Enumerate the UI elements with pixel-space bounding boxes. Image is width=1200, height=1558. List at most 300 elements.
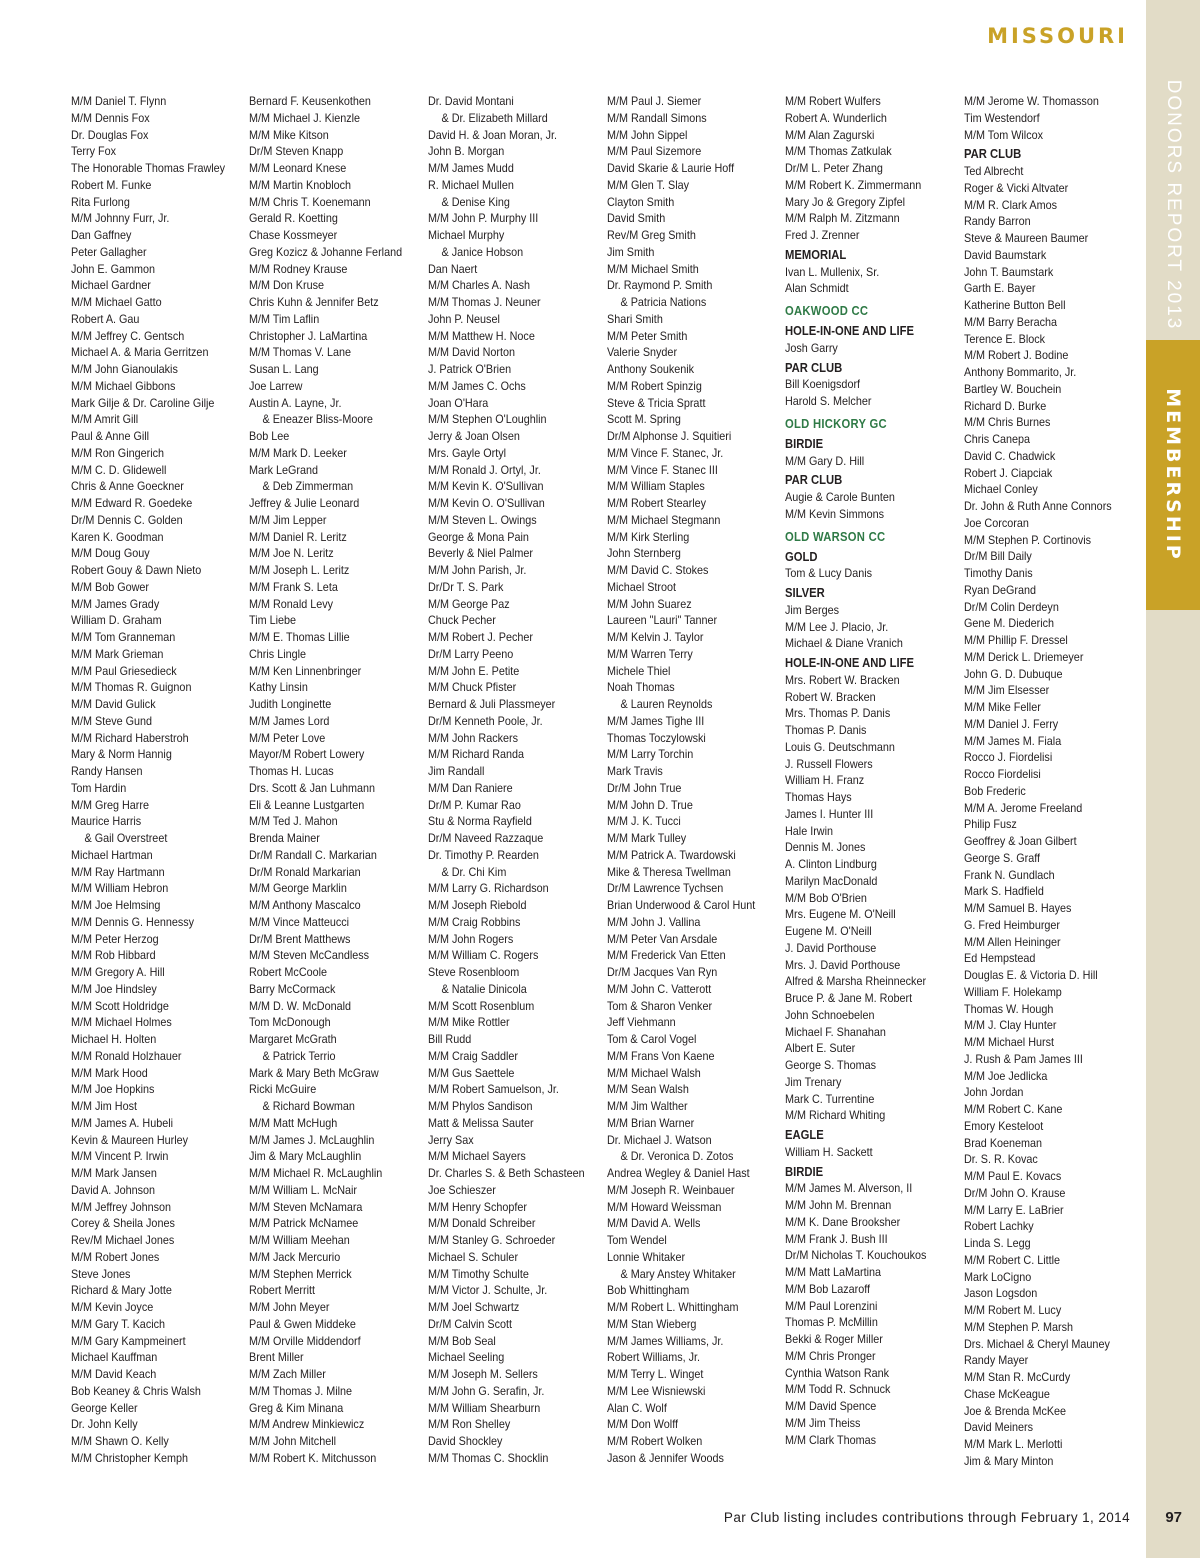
donor-column-1 [71, 93, 249, 1467]
donor-name: Christopher J. LaMartina [249, 328, 368, 343]
donor-name: M/M Scott Holdridge [71, 998, 169, 1013]
page-number: 97 [1165, 1509, 1182, 1526]
donor-name: M/M Patrick A. Twardowski [607, 847, 736, 862]
donor-name: M/M Charles A. Nash [428, 278, 531, 293]
donor-name: M/M Stan Wieberg [607, 1316, 697, 1331]
donor-name: M/M Robert L. Whittingham [607, 1300, 739, 1314]
donor-name: Jerry & Joan Olsen [428, 429, 520, 443]
donor-name: Mark LoCigno [964, 1269, 1032, 1284]
donor-name: Terence E. Block [964, 331, 1046, 346]
donor-name: William H. Franz [785, 773, 865, 788]
donor-name: M/M Robert Wulfers [785, 94, 881, 108]
donor-name-continued: & Dr. Veronica D. Zotos [620, 1149, 734, 1164]
donor-name: Thomas Hays [785, 790, 852, 804]
donor-name: Drs. Scott & Jan Luhmann [249, 780, 376, 795]
donor-name: M/M Thomas J. Milne [249, 1383, 353, 1398]
donor-name: M/M Ralph M. Zitzmann [785, 211, 900, 226]
donor-name: M/M Thomas R. Guignon [71, 680, 192, 695]
donor-name: M/M George Marklin [249, 881, 347, 896]
donor-name: M/M James M. Fiala [964, 733, 1062, 748]
donor-name: M/M A. Jerome Freeland [964, 800, 1083, 815]
donor-name: M/M John P. Murphy III [428, 211, 539, 226]
sidebar-section-label: MEMBERSHIP [1162, 388, 1184, 562]
donor-name: M/M Mike Kitson [249, 127, 329, 142]
donor-name: M/M Jim Walther [607, 1099, 688, 1113]
donor-name: Dr/M Alphonse J. Squitieri [607, 429, 732, 443]
donor-name: M/M Dennis Fox [71, 110, 150, 125]
donor-name: Philip Fusz [964, 817, 1017, 832]
donor-name: M/M Michael Gatto [71, 295, 162, 309]
donor-name: David A. Johnson [71, 1182, 156, 1197]
donor-name: M/M Robert C. Little [964, 1252, 1061, 1267]
donor-name: Bob Whittingham [607, 1283, 690, 1298]
donor-name: M/M David Spence [785, 1399, 877, 1413]
sidebar-report-panel [1146, 0, 1200, 340]
donor-name: Dr/M Nicholas T. Kouchoukos [785, 1248, 927, 1263]
donor-name: M/M Stephen P. Cortinovis [964, 532, 1092, 547]
donor-name: M/M Robert K. Zimmermann [785, 177, 922, 192]
donor-name: M/M Phillip F. Dressel [964, 633, 1068, 647]
donor-name: George S. Thomas [785, 1058, 877, 1072]
donor-name: M/M Jeffrey Johnson [71, 1199, 172, 1214]
donor-name: Alan C. Wolf [607, 1400, 667, 1415]
donor-name: M/M Kevin Joyce [71, 1300, 154, 1314]
donor-name: J. Russell Flowers [785, 756, 873, 771]
donor-name: M/M James Tighe III [607, 713, 705, 728]
donor-name: M/M James Grady [71, 596, 160, 611]
donor-name: M/M D. W. McDonald [249, 998, 352, 1013]
donor-name: M/M William Meehan [249, 1233, 350, 1247]
donor-name: Dr. John & Ruth Anne Connors [964, 499, 1112, 513]
donor-name: M/M Richard Randa [428, 747, 525, 762]
donor-name: Michael Kauffman [71, 1350, 158, 1365]
donor-name: Brian Underwood & Carol Hunt [607, 898, 756, 912]
level-heading: MEMORIAL [785, 247, 847, 262]
donor-name: M/M J. K. Tucci [607, 814, 681, 829]
donor-name: M/M Bob Gower [71, 579, 150, 594]
donor-name: M/M Terry L. Winget [607, 1367, 704, 1381]
donor-name: Alan Schmidt [785, 281, 849, 296]
donor-name: Michael S. Schuler [428, 1249, 519, 1264]
donor-name: M/M Michael J. Kienzle [249, 110, 361, 125]
donor-name: Greg Kozicz & Johanne Ferland [249, 244, 403, 259]
donor-name: Tom & Lucy Danis [785, 566, 873, 581]
donor-name: Dan Naert [428, 261, 478, 276]
donor-name: M/M John Suarez [607, 596, 692, 611]
donor-name: Dan Gaffney [71, 228, 132, 242]
donor-name: Chris Lingle [249, 646, 307, 661]
donor-name: Linda S. Legg [964, 1236, 1031, 1250]
donor-name: M/M William Hebron [71, 881, 169, 896]
donor-name: M/M Steven McNamara [249, 1199, 363, 1214]
donor-name: M/M Lee Wisniewski [607, 1383, 706, 1398]
donor-name: Brad Koeneman [964, 1135, 1043, 1150]
donor-name: M/M Jim Lepper [249, 512, 327, 527]
donor-name: Robert Gouy & Dawn Nieto [71, 563, 202, 577]
donor-name: M/M Mark D. Leeker [249, 445, 347, 460]
donor-name: Alfred & Marsha Rheinnecker [785, 974, 927, 989]
donor-name: M/M Joel Schwartz [428, 1300, 520, 1314]
donor-column-2 [249, 93, 427, 1467]
donor-name: Marilyn MacDonald [785, 873, 878, 888]
donor-name: Ryan DeGrand [964, 582, 1037, 597]
level-heading: PAR CLUB [785, 473, 843, 488]
donor-name: Robert W. Bracken [785, 689, 876, 704]
donor-name: M/M Robert Stearley [607, 496, 707, 510]
donor-name: Robert McCoole [249, 965, 328, 979]
donor-name: Mrs. Thomas P. Danis [785, 706, 891, 721]
donor-name: M/M Joe N. Leritz [249, 546, 334, 561]
donor-name: Ed Hempstead [964, 951, 1036, 966]
donor-name: M/M David Gulick [71, 697, 156, 711]
donor-name: James I. Hunter III [785, 806, 874, 821]
donor-name: Kathy Linsin [249, 680, 308, 695]
donor-name: Dr/Dr T. S. Park [428, 579, 504, 594]
donor-name: M/M Clark Thomas [785, 1432, 877, 1447]
donor-name: M/M William Staples [607, 479, 705, 494]
donor-name: Michael & Diane Vranich [785, 636, 903, 651]
donor-name-continued: & Eneazer Bliss-Moore [262, 412, 373, 427]
level-heading: HOLE-IN-ONE AND LIFE [785, 656, 914, 670]
donor-name: M/M Randall Simons [607, 110, 707, 125]
donor-name: M/M Howard Weissman [607, 1199, 722, 1214]
donor-name: David C. Chadwick [964, 448, 1056, 463]
donor-name: M/M Stephen Merrick [249, 1266, 352, 1281]
sidebar-band [1146, 0, 1200, 1558]
donor-name: M/M Stanley G. Schroeder [428, 1233, 556, 1247]
donor-name: Corey & Sheila Jones [71, 1216, 175, 1231]
donor-name: Dr/M Steven Knapp [249, 144, 344, 159]
donor-name: Susan L. Lang [249, 362, 319, 376]
donor-name: Steve Jones [71, 1266, 131, 1281]
donor-name: M/M John Meyer [249, 1300, 330, 1314]
donor-name: M/M Ron Gingerich [71, 445, 165, 460]
donor-name-continued: & Dr. Elizabeth Millard [441, 110, 548, 125]
donor-name-continued: & Janice Hobson [441, 244, 524, 259]
donor-name: M/M John Mitchell [249, 1434, 337, 1448]
donor-name: Steve Rosenbloom [428, 965, 520, 979]
donor-name: Terry Fox [71, 144, 117, 159]
donor-name: M/M Derick L. Driemeyer [964, 649, 1084, 664]
donor-name: R. Michael Mullen [428, 177, 514, 192]
donor-name: Albert E. Suter [785, 1041, 856, 1056]
donor-name: M/M Robert Spinzig [607, 378, 702, 393]
donor-name: Michele Thiel [607, 663, 671, 678]
donor-name: Michael Murphy [428, 228, 505, 242]
donor-name: M/M Ronald Holzhauer [71, 1048, 182, 1063]
donor-name: Anthony Soukenik [607, 362, 695, 376]
donor-name: M/M Thomas C. Shocklin [428, 1450, 549, 1465]
donor-name: Joan O'Hara [428, 395, 489, 410]
donor-name-continued: & Deb Zimmerman [262, 479, 354, 494]
donor-name: M/M Henry Schopfer [428, 1199, 528, 1214]
donor-name: J. David Porthouse [785, 940, 877, 955]
donor-name: M/M Chris Burnes [964, 415, 1051, 430]
donor-name: Tim Liebe [249, 613, 297, 628]
donor-name: M/M Frank J. Bush III [785, 1231, 888, 1246]
donor-name: M/M Jim Elsesser [964, 683, 1050, 698]
donor-name: M/M Kelvin J. Taylor [607, 630, 704, 644]
donor-name: Richard & Mary Jotte [71, 1283, 172, 1298]
donor-name: Kevin & Maureen Hurley [71, 1132, 189, 1147]
donor-name: John Sternberg [607, 546, 681, 561]
donor-name: Tom McDonough [249, 1015, 331, 1030]
donor-name: Jerry Sax [428, 1132, 474, 1147]
donor-name: Bekki & Roger Miller [785, 1332, 883, 1346]
donor-name: M/M Mark Tulley [607, 831, 687, 845]
donor-name: M/M Robert Jones [71, 1249, 160, 1264]
donor-name: M/M Vince Matteucci [249, 914, 350, 929]
donor-name: M/M Orville Middendorf [249, 1333, 361, 1348]
donor-name: M/M Peter Herzog [71, 931, 159, 946]
donor-name: Thomas P. Danis [785, 723, 867, 737]
donor-name: M/M Craig Robbins [428, 914, 521, 929]
donor-name: Ted Albrecht [964, 164, 1024, 178]
donor-name: Dr/M Colin Derdeyn [964, 599, 1059, 614]
donor-name: Dr/M Brent Matthews [249, 931, 351, 946]
donor-name: William D. Graham [71, 613, 162, 628]
donor-name: Dr. Charles S. & Beth Schasteen [428, 1166, 585, 1180]
donor-name: M/M Thomas Zatkulak [785, 144, 892, 159]
donor-name: M/M Joe Hopkins [71, 1082, 155, 1097]
donor-name: Joe Schieszer [428, 1182, 496, 1197]
donor-name: M/M Robert C. Kane [964, 1102, 1063, 1116]
donor-name: Dr/M John True [607, 780, 682, 795]
donor-name: Douglas E. & Victoria D. Hill [964, 968, 1098, 982]
donor-name: Robert J. Ciapciak [964, 465, 1053, 480]
donor-name: Stu & Norma Rayfield [428, 814, 532, 829]
donor-name: Harold S. Melcher [785, 394, 872, 408]
donor-name: Jeff Viehmann [607, 1015, 676, 1030]
donor-name: Thomas P. McMillin [785, 1315, 878, 1330]
donor-name: M/M Alan Zagurski [785, 127, 875, 142]
donor-name: M/M Ronald Levy [249, 596, 334, 611]
donor-name: John E. Gammon [71, 261, 156, 276]
donor-name: M/M John Rogers [428, 931, 514, 946]
donor-name: Tim Westendorf [964, 110, 1040, 125]
donor-name: M/M Dennis G. Hennessy [71, 914, 195, 929]
donor-name: Dr/M Randall C. Markarian [249, 847, 377, 862]
donor-name: M/M Paul Sizemore [607, 144, 702, 159]
donor-name: M/M Joseph L. Leritz [249, 563, 350, 577]
donor-name: M/M Todd R. Schnuck [785, 1382, 891, 1397]
donor-name: M/M C. D. Glidewell [71, 462, 167, 477]
footer-note: Par Club listing includes contributions through February 1, 2014 [723, 1510, 1130, 1525]
donor-name: M/M Barry Beracha [964, 314, 1058, 329]
donor-name: M/M Matthew H. Noce [428, 328, 535, 343]
donor-name: M/M James J. McLaughlin [249, 1132, 375, 1147]
page-state-heading: MISSOURI [987, 24, 1128, 48]
donor-name: Michael F. Shanahan [785, 1024, 886, 1039]
donor-name: Michael Hartman [71, 847, 153, 862]
donor-name: Steve & Maureen Baumer [964, 231, 1089, 245]
donor-name: Dr/M Dennis C. Golden [71, 512, 183, 527]
donor-name: M/M John Sippel [607, 127, 688, 142]
donor-name: Tom & Sharon Venker [607, 998, 713, 1013]
donor-name: M/M R. Clark Amos [964, 197, 1058, 212]
donor-name: M/M John M. Brennan [785, 1198, 892, 1212]
donor-name: M/M Chris Pronger [785, 1348, 876, 1363]
donor-name: M/M Paul Griesedieck [71, 663, 177, 678]
donor-name: Chase Kossmeyer [249, 228, 338, 242]
donor-name: Dr/M Lawrence Tychsen [607, 881, 724, 896]
donor-name: Chris Kuhn & Jennifer Betz [249, 295, 379, 309]
donor-name: Dr/M Calvin Scott [428, 1316, 513, 1331]
donor-name: Dr/M L. Peter Zhang [785, 161, 883, 175]
donor-name: Jeffrey & Julie Leonard [249, 496, 360, 510]
donor-name: M/M Robert J. Bodine [964, 348, 1069, 363]
donor-name: M/M Kevin Simmons [785, 506, 885, 521]
donor-name: David Shockley [428, 1434, 503, 1448]
donor-name: Dr. David Montani [428, 94, 514, 108]
donor-name: Bob Keaney & Chris Walsh [71, 1383, 201, 1398]
donor-name: Drs. Michael & Cheryl Mauney [964, 1336, 1110, 1351]
donor-name: Jim & Mary McLaughlin [249, 1149, 362, 1164]
donor-name: Joe & Brenda McKee [964, 1403, 1067, 1418]
donor-name: M/M Allen Heininger [964, 934, 1061, 949]
donor-name: M/M James C. Ochs [428, 378, 526, 393]
donor-name: Tom Hardin [71, 780, 127, 795]
donor-name: Michael Conley [964, 482, 1038, 497]
donor-name: John T. Baumstark [964, 264, 1054, 279]
donor-name: Ivan L. Mullenix, Sr. [785, 264, 880, 279]
donor-name: Bob Frederic [964, 783, 1026, 798]
donor-name: M/M Sean Walsh [607, 1082, 689, 1097]
donor-name: M/M William L. McNair [249, 1182, 357, 1197]
donor-name: Joe Larrew [249, 378, 303, 393]
donor-name: Ricki McGuire [249, 1082, 317, 1097]
donor-name: M/M Kevin O. O'Sullivan [428, 496, 545, 510]
donor-name: Barry McCormack [249, 981, 336, 996]
donor-name: John Jordan [964, 1085, 1024, 1100]
donor-name: M/M Robert Wolken [607, 1434, 703, 1448]
donor-name: M/M Mark Hood [71, 1065, 148, 1080]
donor-name: John B. Morgan [428, 144, 505, 159]
donor-name: Eugene M. O'Neill [785, 924, 872, 938]
donor-name: M/M Thomas V. Lane [249, 345, 352, 360]
donor-name: M/M Ronald J. Ortyl, Jr. [428, 462, 541, 477]
donor-name: M/M Vincent P. Irwin [71, 1149, 169, 1164]
donor-name: M/M Daniel R. Leritz [249, 529, 347, 544]
donor-name: Judith Longinette [249, 697, 332, 711]
donor-name: M/M Mark L. Merlotti [964, 1437, 1063, 1451]
donor-name: M/M Steven L. Owings [428, 512, 537, 527]
donor-name: M/M Steven McCandless [249, 948, 370, 963]
donor-name: M/M Larry G. Richardson [428, 881, 549, 896]
donor-name: M/M Victor J. Schulte, Jr. [428, 1283, 548, 1298]
donor-name: Robert Merritt [249, 1283, 316, 1298]
donor-column-3 [428, 93, 606, 1467]
donor-name: Chris Canepa [964, 432, 1031, 446]
donor-name: Garth E. Bayer [964, 281, 1036, 296]
donor-name: David H. & Joan Moran, Jr. [428, 127, 558, 142]
donor-name: M/M Anthony Mascalco [249, 898, 361, 912]
donor-name: M/M Robert J. Pecher [428, 630, 534, 644]
donor-name: M/M Ken Linnenbringer [249, 663, 362, 678]
donor-name: M/M Peter Love [249, 730, 326, 745]
donor-name: Brenda Mainer [249, 831, 320, 845]
donor-name: Robert Lachky [964, 1219, 1034, 1234]
donor-name: Jason & Jennifer Woods [607, 1450, 724, 1465]
donor-name: Tom Wendel [607, 1233, 667, 1247]
donor-name: Clayton Smith [607, 194, 675, 209]
sidebar-section-tab [1146, 340, 1200, 610]
donor-name: M/M John Parish, Jr. [428, 563, 527, 577]
donor-name: M/M Vince F. Stanec III [607, 462, 718, 477]
donor-name: John Schnoebelen [785, 1007, 875, 1022]
donor-name-continued: & Mary Anstey Whitaker [620, 1266, 736, 1281]
donor-name: M/M Johnny Furr, Jr. [71, 211, 170, 226]
donor-name: M/M Bob Lazaroff [785, 1281, 871, 1296]
donor-name: Fred J. Zrenner [785, 228, 860, 242]
donor-name: M/M Edward R. Goedeke [71, 496, 193, 510]
donor-name: M/M Joseph R. Weinbauer [607, 1182, 735, 1197]
donor-name: M/M Stephen O'Loughlin [428, 412, 547, 427]
donor-name: M/M Gary D. Hill [785, 453, 865, 468]
donor-name: M/M John C. Vatterott [607, 981, 712, 996]
donor-name: M/M Andrew Minkiewicz [249, 1417, 365, 1432]
donor-name: M/M Chris T. Koenemann [249, 194, 371, 209]
donor-name: M/M Dan Raniere [428, 780, 513, 795]
donor-name: Mary Jo & Gregory Zipfel [785, 194, 906, 209]
donor-name: Roger & Vicki Altvater [964, 180, 1069, 195]
donor-name: M/M Larry Torchin [607, 747, 694, 762]
donor-name: M/M Larry E. LaBrier [964, 1202, 1064, 1217]
donor-name: Bruce P. & Jane M. Robert [785, 991, 913, 1005]
donor-name: M/M Shawn O. Kelly [71, 1434, 169, 1448]
club-heading: OLD WARSON CC [785, 529, 886, 544]
donor-name: M/M James Williams, Jr. [607, 1333, 724, 1348]
donor-name: Timothy Danis [964, 566, 1033, 580]
donor-name: M/M Joe Hindsley [71, 981, 157, 996]
donor-name-continued: & Lauren Reynolds [620, 697, 713, 711]
donor-name: M/M Vince F. Stanec, Jr. [607, 445, 724, 460]
donor-name: Brent Miller [249, 1350, 304, 1365]
donor-name: Geoffrey & Joan Gilbert [964, 834, 1077, 848]
donor-name: M/M Scott Rosenblum [428, 998, 535, 1013]
donor-name: Emory Kesteloot [964, 1118, 1044, 1133]
donor-name: Thomas H. Lucas [249, 764, 334, 778]
donor-name: M/M Amrit Gill [71, 412, 139, 427]
donor-name: M/M Don Wolff [607, 1417, 679, 1432]
donor-name: M/M Tim Laflin [249, 311, 320, 326]
donor-name: M/M Ray Hartmann [71, 864, 165, 879]
donor-name: M/M Brian Warner [607, 1115, 695, 1130]
level-heading: HOLE-IN-ONE AND LIFE [785, 324, 914, 338]
donor-name: M/M Zach Miller [249, 1367, 326, 1381]
donor-name: M/M Joseph Riebold [428, 898, 527, 912]
donor-name: David Baumstark [964, 247, 1047, 262]
donor-name: M/M Frederick Van Etten [607, 948, 726, 963]
donor-name: M/M Michael Holmes [71, 1015, 172, 1030]
donor-name: M/M Gary T. Kacich [71, 1316, 166, 1331]
donor-name: Robert A. Wunderlich [785, 110, 887, 125]
donor-name: Dr. John Kelly [71, 1417, 138, 1432]
donor-name: M/M Stan R. McCurdy [964, 1370, 1071, 1384]
donor-name: Austin A. Layne, Jr. [249, 395, 342, 410]
donor-name: Rita Furlong [71, 194, 130, 209]
donor-name: Frank N. Gundlach [964, 867, 1055, 882]
donor-name: John G. D. Dubuque [964, 666, 1063, 681]
donor-name: Matt & Melissa Sauter [428, 1115, 534, 1130]
donor-name: M/M Bob O'Brien [785, 890, 867, 905]
donor-name: Randy Mayer [964, 1353, 1029, 1368]
donor-name: M/M Richard Haberstroh [71, 730, 189, 745]
donor-name: M/M Gary Kampmeinert [71, 1333, 186, 1348]
donor-name: M/M Robert K. Mitchusson [249, 1450, 377, 1465]
donor-name: Dr. Michael J. Watson [607, 1132, 712, 1147]
donor-name: J. Patrick O'Brien [428, 362, 512, 376]
